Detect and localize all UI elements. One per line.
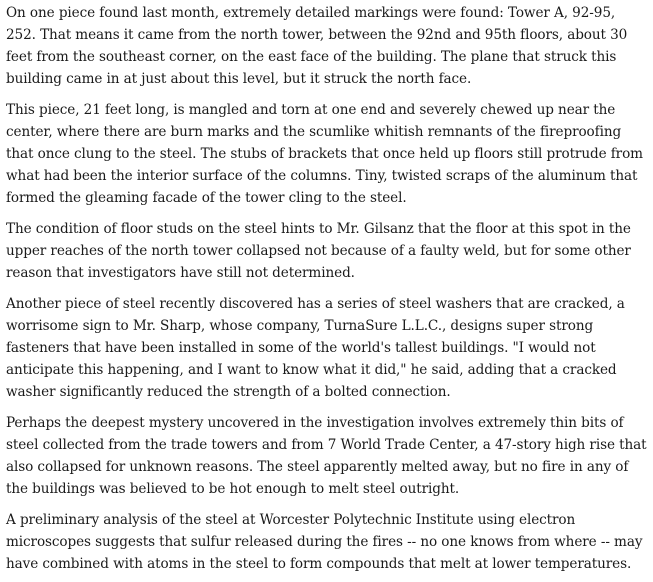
paragraph-preliminary-analysis: A preliminary analysis of the steel at Worcester Polytechnic Institute using electron microscopes suggests that sulfur released during the fires -- no one knows from where -- may have combined with atoms in the steel to form compounds that melt at lower temperatures.	[6, 512, 643, 572]
paragraph-tower-a-markings: On one piece found last month, extremely detailed markings were found: Tower A, 92-95, 252. That means it came from the north tower, between the 92nd and 95th floors, about 30 feet from the southeast corner, on the east face of the building. The plane that struck this building came in at just about this level, but it struck the north face.	[6, 5, 628, 87]
paragraph-mangled-piece: This piece, 21 feet long, is mangled and torn at one end and severely chewed up near the center, where there are burn marks and the scumlike whitish remnants of the fireproofing that once clung to the steel. The stubs of brackets that once held up floors still protrude from what had been the interior surface of the columns. Tiny, twisted scraps of the aluminum that formed the gleaming facade of the tower cling to the steel.	[6, 102, 643, 206]
paragraph-deepest-mystery: Perhaps the deepest mystery uncovered in the investigation involves extremely thin bits of steel collected from the trade towers and from 7 World Trade Center, a 47-story high rise that also collapsed for unknown reasons. The steel apparently melted away, but no fire in any of the buildings was believed to be hot enough to melt steel outright.	[6, 415, 647, 497]
paragraph-floor-studs: The condition of floor studs on the steel hints to Mr. Gilsanz that the floor at this spot in the upper reaches of the north tower collapsed not because of a faulty weld, but for some other reason that investigators have still not determined.	[6, 221, 631, 281]
paragraph-cracked-washers: Another piece of steel recently discovered has a series of steel washers that are cracked, a worrisome sign to Mr. Sharp, whose company, TurnaSure L.L.C., designs super strong fasteners that have been installed in some of the world's tallest buildings. "I would not anticipate this happening, and I want to know what it did," he said, adding that a cracked washer significantly reduced the strength of a bolted connection.	[6, 296, 625, 400]
